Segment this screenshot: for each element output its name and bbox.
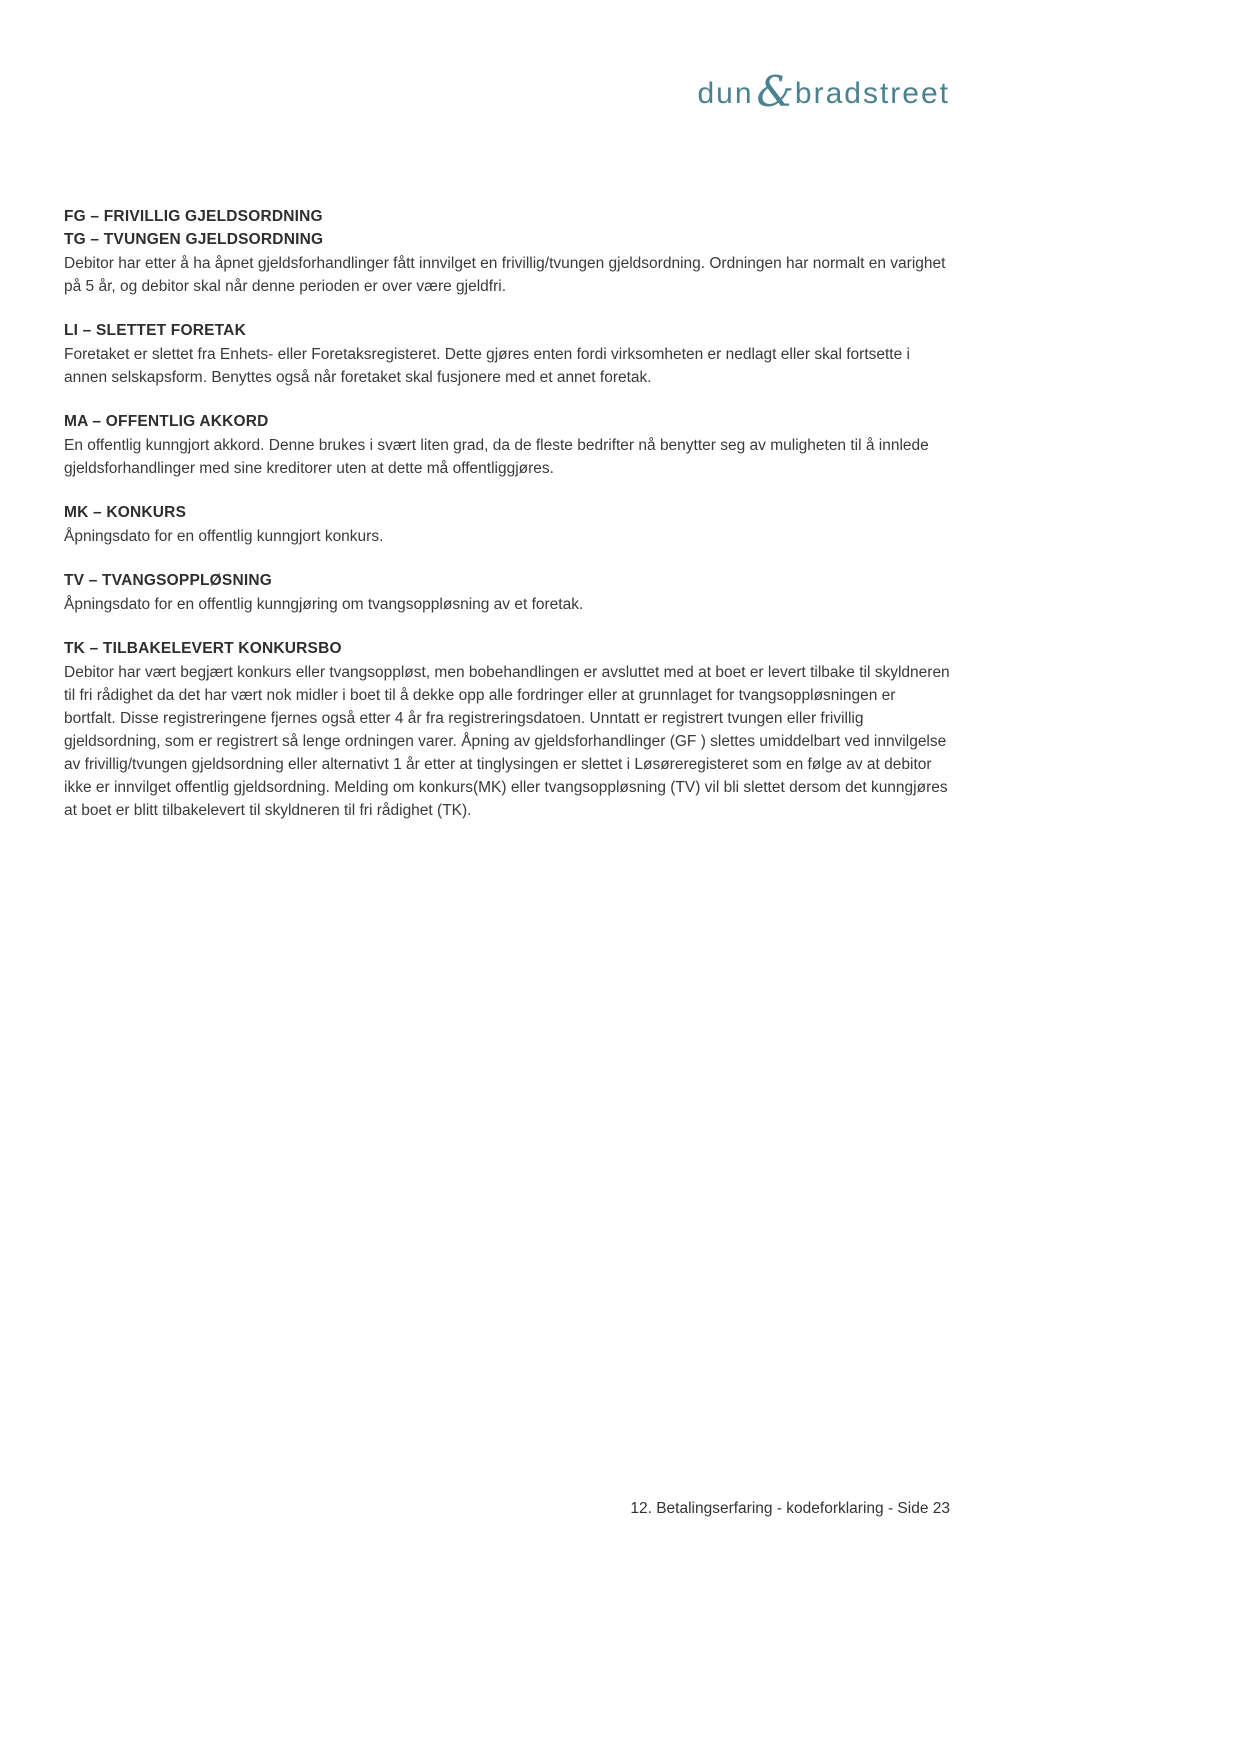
section-ma — [64, 410, 950, 480]
section-heading-li: LI – SLETTET FORETAK — [64, 322, 246, 339]
section-body-li: Foretaket er slettet fra Enhets- eller Foretaksregisteret. Dette gjøres enten fordi virksomheten er nedlagt eller skal fortsette i annen selskapsform. Benyttes også når foretaket skal fusjonere med et annet foretak. — [64, 346, 910, 386]
section-heading-tv: TV – TVANGSOPPLØSNING — [64, 572, 273, 589]
section-body-fg-tg: Debitor har etter å ha åpnet gjeldsforhandlinger fått innvilget en frivillig/tvungen gjeldsordning. Ordningen har normalt en varighet på 5 år, og debitor skal når denne perioden er over være gjeldfri. — [64, 255, 946, 295]
logo-text-dun: dun — [697, 77, 754, 110]
section-heading-mk: MK – KONKURS — [64, 504, 187, 521]
section-body-tk: Debitor har vært begjært konkurs eller tvangsoppløst, men bobehandlingen er avsluttet med at boet er levert tilbake til skyldneren til fri rådighet da det har vært nok midler i boet til å dekke opp alle fordringer eller at grunnlaget for tvangsoppløsningen er bortfalt. Disse registreringene fjernes også etter 4 år fra registreringsdatoen. Unntatt er registrert tvungen eller frivillig gjeldsordning, som er registrert så lenge ordningen varer. Åpning av gjeldsforhandlinger (GF ) slettes umiddelbart ved innvilgelse av frivillig/tvungen gjeldsordning eller alternativt 1 år etter at tinglysingen er slettet i Løsøreregisteret som en følge av at debitor ikke er innvilget offentlig gjeldsordning. Melding om konkurs(MK) eller tvangsoppløsning (TV) vil bli slettet dersom det kunngjøres at boet er blitt tilbakelevert til skyldneren til fri rådighet (TK). — [64, 664, 950, 819]
logo-text-bradstreet: bradstreet — [794, 77, 950, 110]
section-fg-tg — [64, 205, 950, 298]
section-mk — [64, 501, 950, 548]
section-heading-ma: MA – OFFENTLIG AKKORD — [64, 413, 269, 430]
section-body-ma: En offentlig kunngjort akkord. Denne brukes i svært liten grad, da de fleste bedrifter nå benytter seg av muligheten til å innlede gjeldsforhandlinger med sine kreditorer uten at dette må offentliggjøres. — [64, 437, 929, 477]
section-li — [64, 319, 950, 389]
page-footer: 12. Betalingserfaring - kodeforklaring - Side 23 — [630, 1500, 950, 1517]
section-heading-fg: FG – FRIVILLIG GJELDSORDNING — [64, 208, 323, 225]
section-heading-tk: TK – TILBAKELEVERT KONKURSBO — [64, 640, 342, 657]
section-body-mk: Åpningsdato for en offentlig kunngjort konkurs. — [64, 528, 384, 545]
section-heading-tg: TG – TVUNGEN GJELDSORDNING — [64, 231, 324, 248]
section-tv — [64, 569, 950, 616]
document-content — [64, 205, 950, 843]
section-tk — [64, 637, 950, 822]
logo-ampersand-icon: & — [756, 67, 794, 116]
dun-bradstreet-logo — [697, 67, 950, 116]
section-body-tv: Åpningsdato for en offentlig kunngjøring om tvangsoppløsning av et foretak. — [64, 596, 584, 613]
